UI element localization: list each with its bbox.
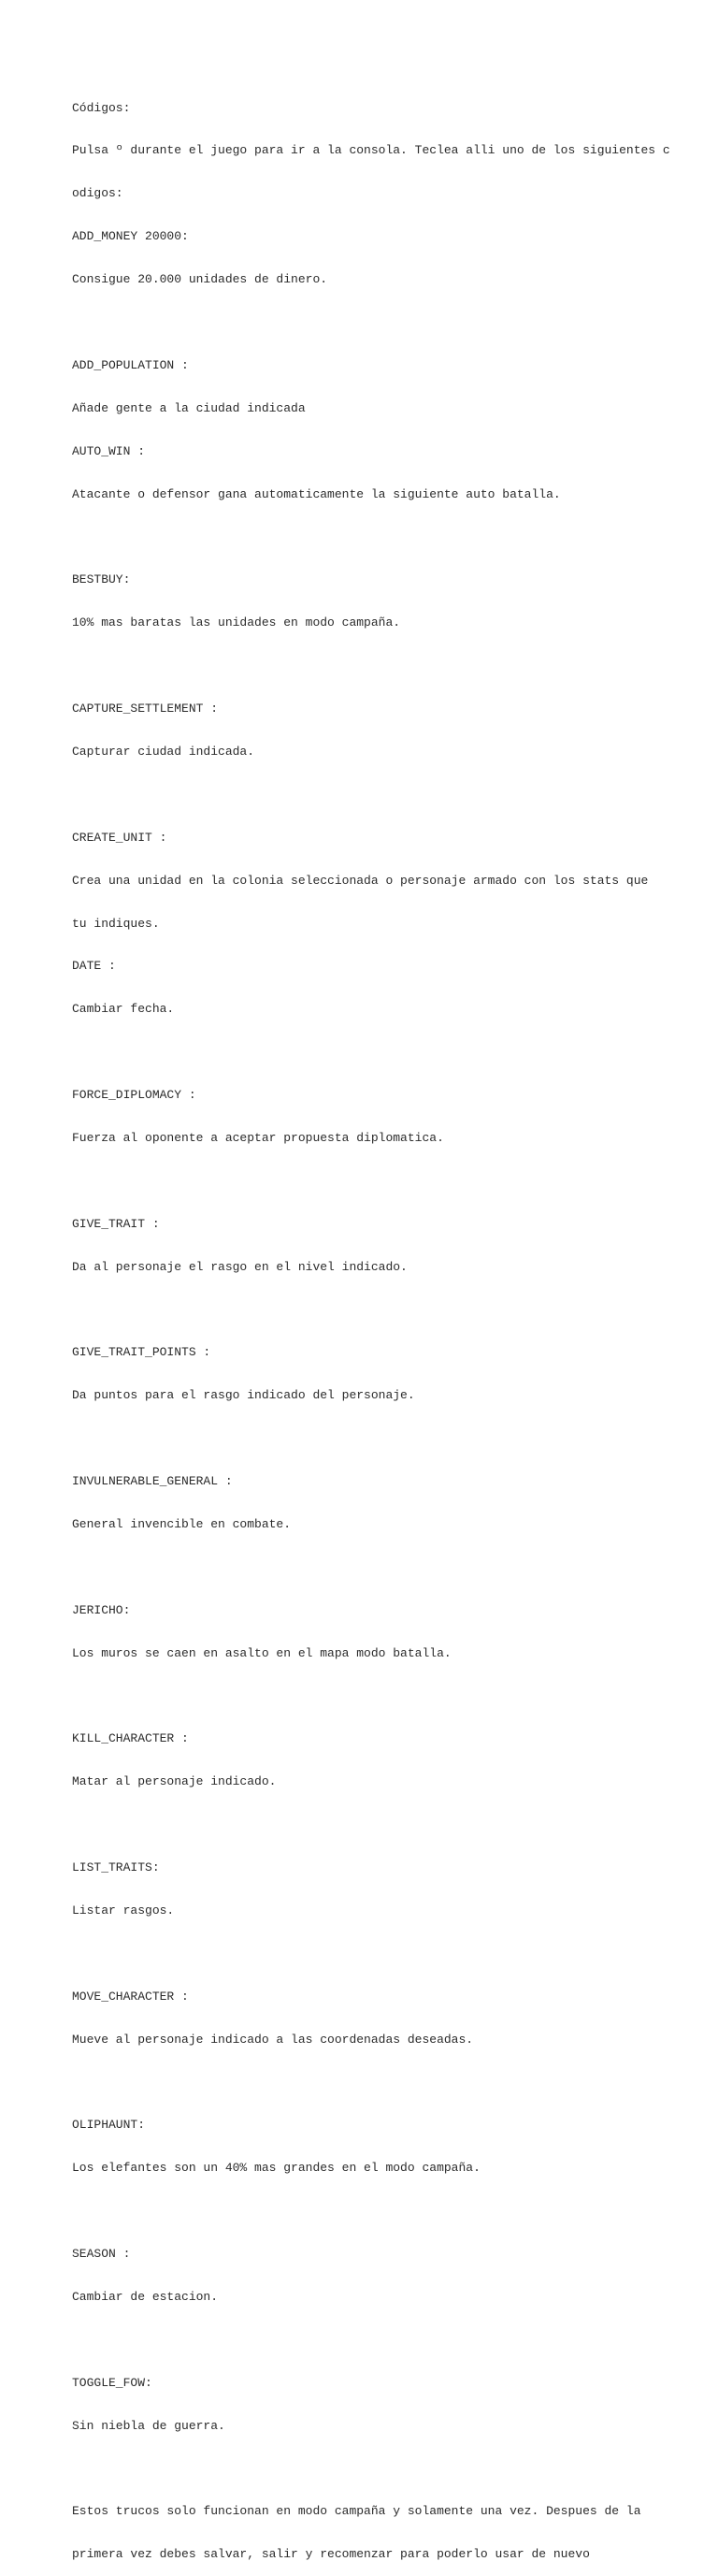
doc-line: Capturar ciudad indicada. [72,744,255,759]
blank-line [72,1045,670,1059]
doc-line: Sin niebla de guerra. [72,2418,225,2433]
doc-line: TOGGLE_FOW: [72,2375,152,2390]
doc-line: Códigos: [72,100,131,115]
doc-line: GIVE_TRAIT_POINTS : [72,1345,211,1360]
doc-line: AUTO_WIN : [72,443,146,458]
blank-line [72,1431,670,1445]
doc-line: SEASON : [72,2247,131,2262]
doc-line: tu indiques. [72,916,160,931]
doc-line: primera vez debes salvar, salir y recomenzar para poderlo usar de nuevo [72,2547,590,2562]
doc-line: Los muros se caen en asalto en el mapa modo batalla. [72,1645,452,1660]
blank-line [72,315,670,329]
doc-line: Mueve al personaje indicado a las coordenadas deseadas. [72,2032,474,2047]
doc-line: KILL_CHARACTER : [72,1731,189,1746]
doc-line: General invencible en combate. [72,1516,292,1531]
document-body [72,72,670,2576]
blank-line [72,1817,670,1831]
doc-line: 10% mas baratas las unidades en modo campaña. [72,615,401,630]
doc-line: Listar rasgos. [72,1903,175,1918]
doc-line: INVULNERABLE_GENERAL : [72,1474,233,1489]
blank-line [72,1303,670,1317]
doc-line: Fuerza al oponente a aceptar propuesta diplomatica. [72,1130,444,1145]
doc-line: Crea una unidad en la colonia seleccionada o personaje armado con los stats que [72,873,649,888]
blank-line [72,788,670,802]
doc-line: BESTBUY: [72,572,131,587]
blank-line [72,1946,670,1961]
doc-line: Cambiar de estacion. [72,2290,219,2305]
doc-line: DATE : [72,959,116,974]
blank-line [72,658,670,673]
blank-line [72,2333,670,2347]
doc-line: Cambiar fecha. [72,1002,175,1017]
blank-line [72,1689,670,1703]
doc-line: Matar al personaje indicado. [72,1774,277,1789]
blank-line [72,2204,670,2218]
doc-line: Los elefantes son un 40% mas grandes en el modo campaña. [72,2161,481,2176]
doc-line: odigos: [72,186,123,201]
doc-line: ADD_MONEY 20000: [72,229,189,244]
doc-line: OLIPHAUNT: [72,2118,146,2133]
blank-line [72,2076,670,2090]
doc-line: LIST_TRAITS: [72,1860,160,1875]
doc-line: FORCE_DIPLOMACY : [72,1088,196,1103]
doc-line: Atacante o defensor gana automaticamente la siguiente auto batalla. [72,486,561,501]
doc-line: Consigue 20.000 unidades de dinero. [72,272,328,287]
blank-line [72,1174,670,1188]
doc-line: Da al personaje el rasgo en el nivel indicado. [72,1259,408,1274]
blank-line [72,1560,670,1574]
doc-line: CAPTURE_SETTLEMENT : [72,702,219,716]
doc-line: JERICHO: [72,1602,131,1617]
doc-line: ADD_POPULATION : [72,357,189,372]
blank-line [72,2462,670,2476]
blank-line [72,530,670,544]
doc-line: Da puntos para el rasgo indicado del personaje. [72,1388,415,1403]
doc-line: MOVE_CHARACTER : [72,1989,189,2004]
doc-line: Añade gente a la ciudad indicada [72,400,306,415]
doc-line: Estos trucos solo funcionan en modo campaña y solamente una vez. Despues de la [72,2504,641,2519]
doc-line: CREATE_UNIT : [72,830,167,845]
doc-line: GIVE_TRAIT : [72,1216,160,1231]
doc-line: Pulsa º durante el juego para ir a la consola. Teclea alli uno de los siguientes c [72,143,670,158]
